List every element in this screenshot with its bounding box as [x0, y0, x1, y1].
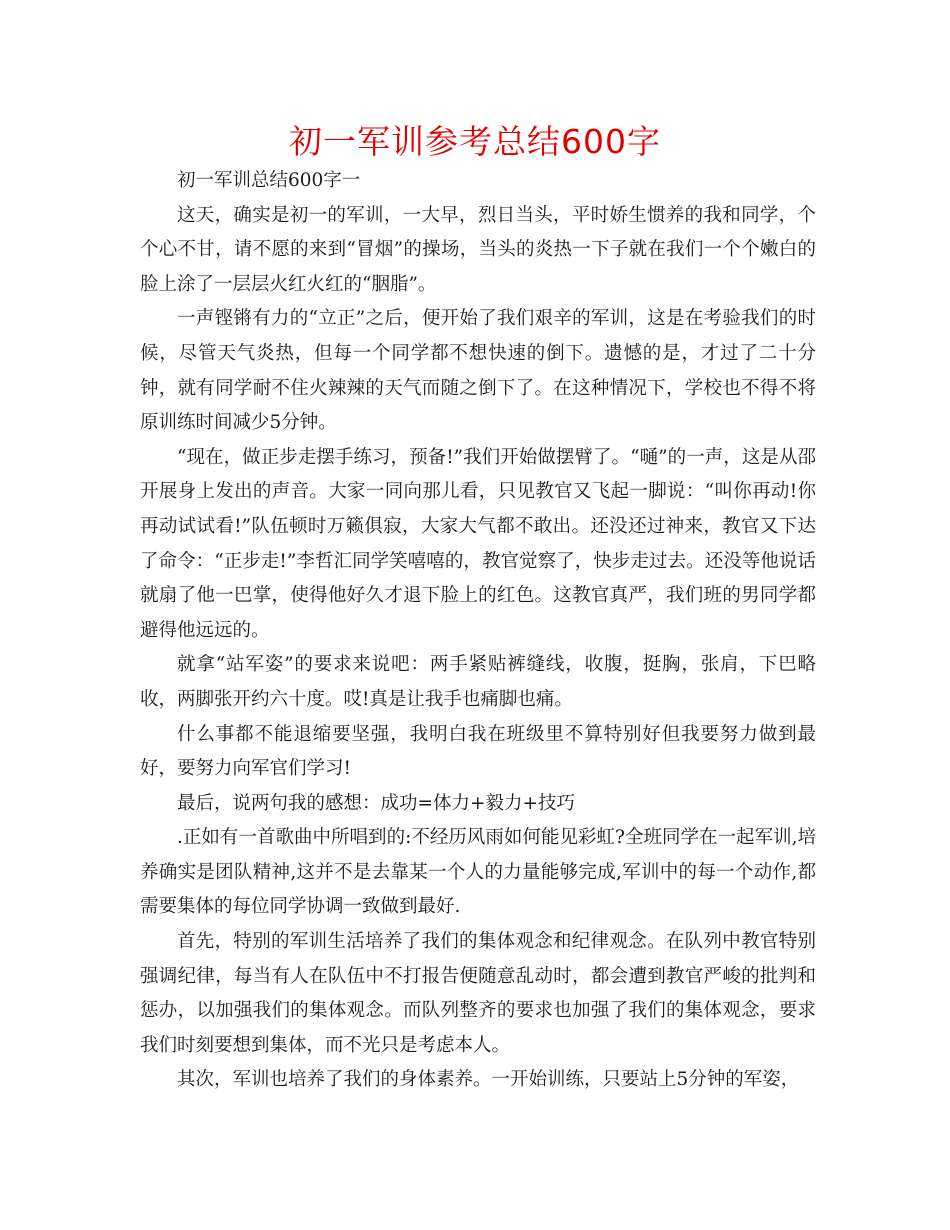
- paragraph: 什么事都不能退缩要坚强，我明白我在班级里不算特别好但我要努力做到最好，要努力向军官们学习!: [140, 723, 816, 780]
- paragraph: 最后，说两句我的感想：成功=体力+毅力+技巧: [177, 792, 576, 814]
- paragraph: “现在，做正步走摆手练习，预备!”我们开始做摆臂了。“嗵”的一声，这是从邵开展身上发出的声音。大家一同向那儿看，只见教官又飞起一脚说：“叫你再动!你再动试试看!”队伍顿时万籁俱寂，大家大气都不敢出。还没还过神来，教官又下达了命令：“正步走!”李哲汇同学笑嘻嘻的，教官觉察了，快步走过去。还没等他说话就扇了他一巴掌，使得他好久才退下脸上的红色。这教官真严，我们班的男同学都避得他远远的。: [140, 446, 816, 641]
- paragraph: 就拿“站军姿”的要求来说吧：两手紧贴裤缝线，收腹，挺胸，张肩，下巴略收，两脚张开约六十度。哎!真是让我手也痛脚也痛。: [140, 654, 816, 710]
- paragraph: 其次，军训也培养了我们的身体素养。一开始训练，只要站上5分钟的军姿，: [177, 1069, 800, 1091]
- paragraph: 这天，确实是初一的军训，一大早，烈日当头，平时娇生惯养的我和同学，个个心不甘，请不愿的来到“冒烟”的操场，当头的炎热一下子就在我们一个个嫩白的脸上涂了一层层火红火红的“胭脂”。: [140, 204, 816, 295]
- paragraph: 一声铿锵有力的“立正”之后，便开始了我们艰辛的军训，这是在考验我们的时候，尽管天气炎热，但每一个同学都不想快速的倒下。遗憾的是，才过了二十分钟，就有同学耐不住火辣辣的天气而随之倒下了。在这种情况下，学校也不得不将原训练时间减少5分钟。: [140, 308, 816, 434]
- paragraph: .正如有一首歌曲中所唱到的:不经历风雨如何能见彩虹?全班同学在一起军训,培养确实是团队精神,这并不是去靠某一个人的力量能够完成,军训中的每一个动作,都需要集体的每位同学协调一致做到最好.: [140, 827, 816, 918]
- paragraph-subtitle: 初一军训总结600字一: [177, 170, 361, 191]
- document-title: 初一军训参考总结600字: [289, 122, 661, 161]
- document-body: [140, 164, 816, 1098]
- paragraph: 首先，特别的军训生活培养了我们的集体观念和纪律观念。在队列中教官特别强调纪律，每当有人在队伍中不打报告便随意乱动时，都会遭到教官严峻的批判和惩办，以加强我们的集体观念。而队列整齐的要求也加强了我们的集体观念，要求我们时刻要想到集体，而不光只是考虑本人。: [140, 931, 816, 1056]
